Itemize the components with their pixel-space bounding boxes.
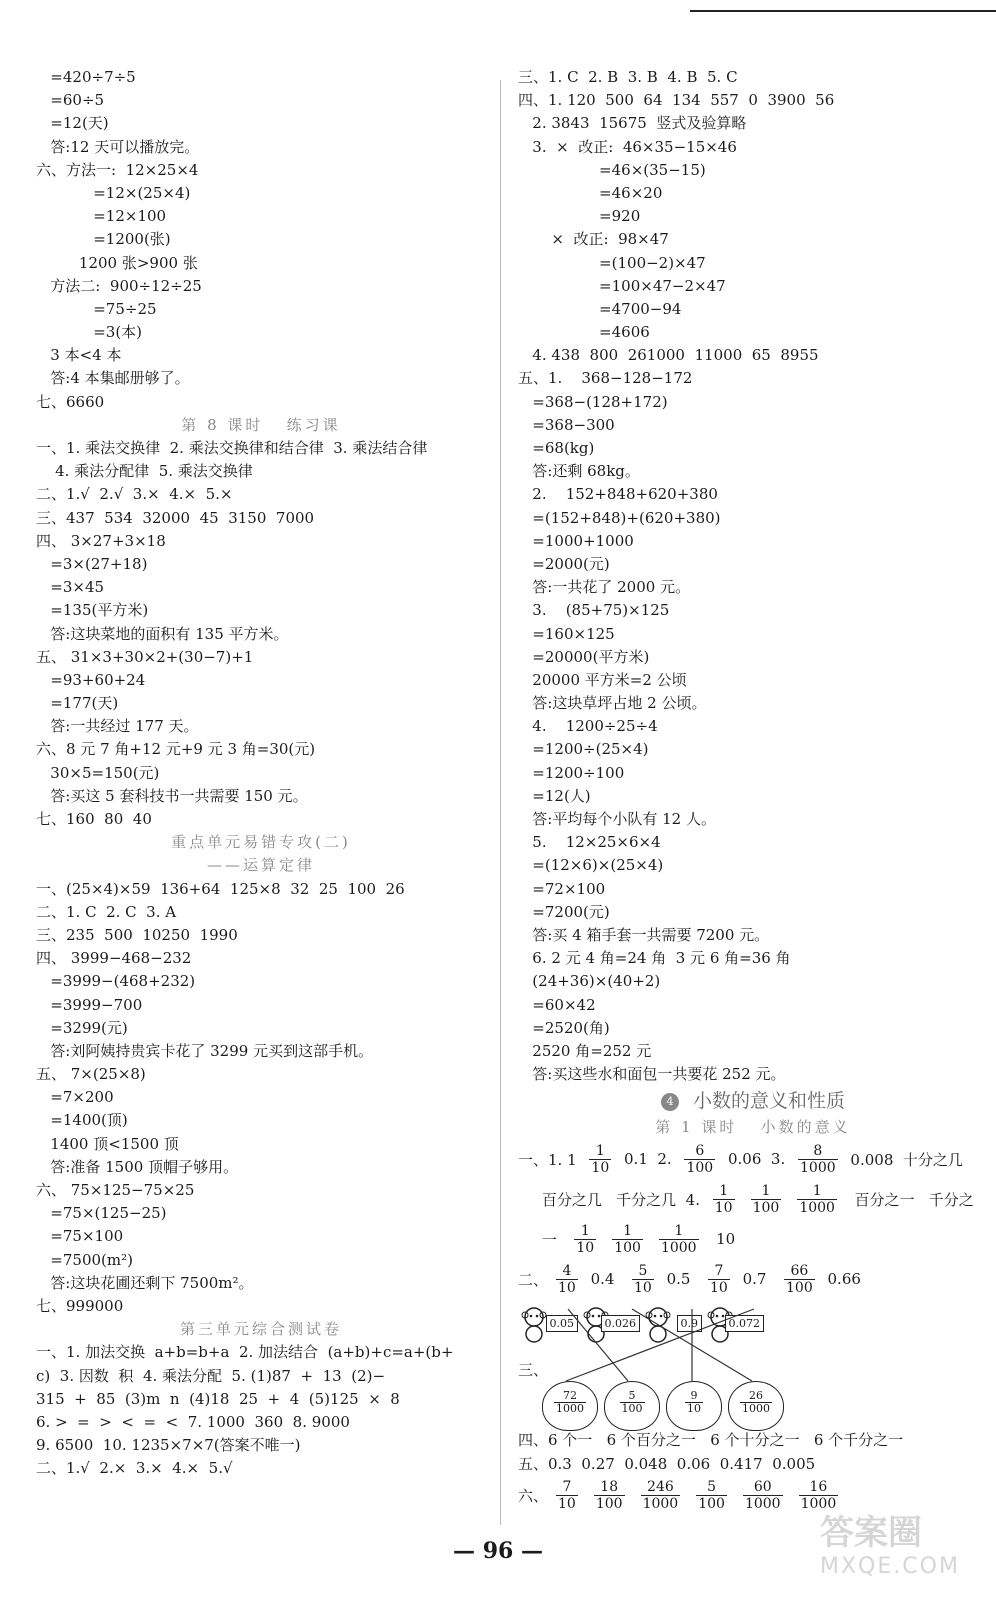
answer-line: =12×100	[36, 207, 167, 226]
answer-line: =3(本)	[36, 323, 143, 342]
answer-line: 答:平均每个小队有 12 人。	[518, 810, 716, 828]
answer-line: 答:这块花圃还剩下 7500m²。	[36, 1273, 254, 1292]
fraction-row	[518, 1259, 988, 1299]
denominator: 1000	[660, 1239, 697, 1256]
answer-line: × 改正: 98×47	[518, 230, 669, 249]
fraction	[740, 1390, 772, 1415]
answer-line: =68(kg)	[518, 439, 595, 457]
answer-line: =3×(27+18)	[36, 554, 148, 573]
denominator: 100	[614, 1239, 641, 1256]
denominator: 10	[710, 1279, 728, 1296]
denominator: 100	[686, 1159, 714, 1176]
answer-line: 答:一共经过 177 天。	[36, 717, 199, 736]
answer-text: 0.008 十分之几	[845, 1150, 963, 1169]
answer-line: =4606	[518, 323, 650, 342]
answer-line: 4. 1200÷25÷4	[518, 717, 658, 736]
fraction	[632, 1263, 654, 1296]
answer-text: 六、	[518, 1487, 549, 1506]
denominator: 10	[714, 1199, 733, 1216]
answer-line: 三、437 534 32000 45 3150 7000	[36, 508, 315, 527]
answer-line: =1200÷(25×4)	[518, 740, 649, 759]
answer-line: =3999−700	[36, 995, 143, 1014]
answer-line: 答:一共花了 2000 元。	[518, 578, 691, 597]
answer-line: 4. 乘法分配律 5. 乘法交换律	[36, 462, 253, 481]
fraction	[554, 1390, 586, 1415]
answer-text: 一	[518, 1230, 567, 1249]
answer-line: 2. 3843 15675 竖式及验算略	[518, 114, 747, 133]
denominator: 1000	[799, 1199, 835, 1216]
numerator: 4	[556, 1263, 578, 1280]
answer-line: =(152+848)+(620+380)	[518, 508, 721, 527]
answer-line: 3 本<4 本	[36, 346, 122, 365]
denominator: 1000	[800, 1159, 836, 1176]
answer-line: =1200÷100	[518, 763, 625, 782]
pear-card	[604, 1381, 660, 1431]
answer-line: =135(平方米)	[36, 601, 149, 620]
answer-line: =72×100	[518, 879, 606, 898]
fraction	[620, 1390, 645, 1415]
answer-line: 七、6660	[36, 392, 105, 411]
answer-line: =60÷5	[36, 91, 105, 110]
answer-line: 9. 6500 10. 1235×7×7(答案不唯一)	[36, 1436, 301, 1455]
section-header: ——运算定律	[206, 856, 315, 875]
answer-text: 0.4	[585, 1270, 625, 1289]
fraction-row	[518, 1139, 988, 1179]
answer-line: =1200(张)	[36, 230, 171, 249]
answer-text: 二、	[518, 1270, 549, 1289]
denominator: 1000	[742, 1402, 770, 1416]
fraction-row	[518, 1219, 988, 1259]
answer-line: 五、 31×3+30×2+(30−7)+1	[36, 647, 254, 666]
answer-line: =368−300	[518, 415, 615, 434]
fraction	[685, 1390, 703, 1415]
right-column-lines	[518, 66, 988, 1086]
answer-line: =100×47−2×47	[518, 276, 726, 295]
answer-line: =3299(元)	[36, 1018, 128, 1037]
answer-line: 2520 角=252 元	[518, 1041, 652, 1060]
fraction	[784, 1263, 815, 1296]
answer-line: =160×125	[518, 624, 615, 643]
fraction-answers	[518, 1139, 988, 1299]
section-header: 第 8 课时 练习课	[181, 415, 341, 434]
numerator: 66	[784, 1263, 815, 1280]
fraction	[556, 1479, 578, 1512]
answer-line: 1400 顶<1500 顶	[36, 1134, 179, 1153]
answer-line: 答:还剩 68kg。	[518, 462, 640, 481]
answer-line: =12(天)	[36, 114, 109, 133]
answer-line: 答:买这些水和面包一共要花 252 元。	[518, 1065, 786, 1084]
numerator: 7	[708, 1263, 730, 1280]
answer-line: 五、1. 368−128−172	[518, 369, 693, 388]
answer-line: =75÷25	[36, 299, 157, 318]
section-three-label: 三、	[518, 1361, 549, 1380]
answer-line: 方法二: 900÷12÷25	[36, 276, 202, 295]
decimal-card: 0.072	[725, 1315, 765, 1332]
numerator: 1	[574, 1223, 596, 1240]
answer-line: 二、1.√ 2.√ 3.× 4.× 5.×	[36, 485, 233, 504]
answer-line: 3. (85+75)×125	[518, 601, 670, 620]
fraction	[574, 1223, 596, 1256]
answer-line: =(100−2)×47	[518, 253, 706, 272]
answer-line: (24+36)×(40+2)	[518, 972, 661, 991]
answer-text: 0.06 3.	[723, 1150, 791, 1169]
numerator: 16	[799, 1479, 839, 1496]
pear-cards	[518, 1359, 988, 1429]
answer-line: =2520(角)	[518, 1018, 610, 1037]
answer-text: 0.1 2.	[619, 1150, 677, 1169]
section-header: 第三单元综合测试卷	[179, 1320, 342, 1339]
denominator: 1000	[744, 1496, 781, 1513]
numerator: 5	[632, 1263, 654, 1280]
unit-title-text: 小数的意义和性质	[692, 1090, 845, 1113]
numerator: 1	[713, 1183, 735, 1200]
numerator: 5	[696, 1479, 727, 1496]
answer-line: 六、8 元 7 角+12 元+9 元 3 角=30(元)	[36, 740, 316, 759]
denominator: 10	[558, 1279, 576, 1296]
numerator: 1	[612, 1223, 643, 1240]
denominator: 10	[558, 1496, 576, 1513]
left-column	[36, 66, 486, 1480]
numerator: 18	[594, 1479, 625, 1496]
answer-line: =75×(125−25)	[36, 1204, 167, 1223]
answer-line: 答:这块菜地的面积有 135 平方米。	[36, 624, 289, 643]
column-divider	[500, 80, 501, 1525]
fraction	[696, 1479, 727, 1512]
answer-line: =4700−94	[518, 299, 682, 318]
answer-line: =75×100	[36, 1227, 124, 1246]
answer-line: =7500(m²)	[36, 1250, 133, 1269]
denominator: 10	[576, 1239, 595, 1256]
answer-line: 一、1. 乘法交换律 2. 乘法交换律和结合律 3. 乘法结合律	[36, 439, 428, 457]
answer-line: 答:这块草坪占地 2 公顷。	[518, 694, 707, 713]
answer-line: 4. 438 800 261000 11000 65 8955	[518, 346, 819, 365]
denominator: 100	[621, 1402, 643, 1416]
answer-line: 六、 75×125−75×25	[36, 1181, 195, 1199]
answer-text: 百分之几 千分之几 4.	[518, 1190, 705, 1209]
answer-line: 五、 7×(25×8)	[36, 1065, 146, 1084]
answer-line: 315 + 85 (3)m n (4)18 25 + 4 (5)125 × 8	[36, 1389, 400, 1408]
unit-title	[518, 1086, 988, 1116]
answer-line: 四、 3999−468−232	[36, 949, 192, 968]
fraction	[589, 1143, 611, 1176]
denominator: 1000	[642, 1496, 679, 1513]
numerator: 1	[751, 1183, 782, 1200]
answer-line: 三、235 500 10250 1990	[36, 925, 238, 944]
denominator: 100	[752, 1199, 780, 1216]
answer-line: =93+60+24	[36, 670, 146, 689]
answer-text: 0.7	[737, 1270, 777, 1289]
answer-text: 一、1. 1	[518, 1150, 582, 1169]
answer-line: 2. 152+848+620+380	[518, 485, 718, 504]
answer-line: =12×(25×4)	[36, 183, 191, 202]
answer-line: 6. > = > < = < 7. 1000 360 8. 9000	[36, 1412, 350, 1431]
answer-line: 答:刘阿姨持贵宾卡花了 3299 元买到这部手机。	[36, 1041, 374, 1060]
answer-line: 30×5=150(元)	[36, 763, 160, 782]
answer-line: 五、0.3 0.27 0.048 0.06 0.417 0.005	[518, 1454, 816, 1473]
answer-line: 答:12 天可以播放完。	[36, 137, 200, 156]
numerator: 8	[798, 1143, 838, 1160]
page-number: — 96 —	[453, 1538, 543, 1564]
answer-line: 6. 2 元 4 角=24 角 3 元 6 角=36 角	[518, 949, 791, 968]
fraction	[659, 1223, 699, 1256]
answer-line: =46×20	[518, 183, 663, 202]
answer-line: 四、6 个一 6 个百分之一 6 个十分之一 6 个千分之一	[518, 1431, 904, 1450]
answer-text: 10	[706, 1230, 736, 1249]
answer-line: 四、1. 120 500 64 134 557 0 3900 56	[518, 91, 835, 110]
answer-line: =7×200	[36, 1088, 114, 1107]
answer-line: 三、1. C 2. B 3. B 4. B 5. C	[518, 68, 738, 86]
section-header: 重点单元易错专攻(二)	[171, 833, 351, 852]
numerator: 1	[589, 1143, 611, 1160]
answer-line: =3×45	[36, 578, 105, 597]
answer-line: =1000+1000	[518, 531, 634, 550]
answer-line: =2000(元)	[518, 554, 610, 573]
denominator: 10	[591, 1159, 610, 1176]
numerator: 7	[556, 1479, 578, 1496]
decimal-card: 0.05	[546, 1315, 579, 1332]
denominator: 100	[698, 1496, 725, 1513]
decimal-card: 0.026	[601, 1315, 641, 1332]
answer-line: 七、160 80 40	[36, 810, 152, 828]
tail-lines	[518, 1429, 988, 1475]
answer-line: 答:买这 5 套科技书一共需要 150 元。	[36, 786, 308, 805]
answer-line: 答:4 本集邮册够了。	[36, 369, 190, 388]
denominator: 100	[595, 1496, 623, 1513]
answer-line: 二、1. C 2. C 3. A	[36, 902, 177, 921]
fraction	[556, 1263, 578, 1296]
denominator: 10	[687, 1402, 701, 1416]
answer-line: 答:准备 1500 顶帽子够用。	[36, 1157, 239, 1176]
lesson-header: 第 1 课时 小数的意义	[655, 1118, 851, 1137]
numerator: 246	[641, 1479, 681, 1496]
answer-line: =60×42	[518, 995, 596, 1014]
fraction	[594, 1479, 625, 1512]
matching-lines	[518, 1299, 818, 1369]
answer-line: 20000 平方米=2 公顷	[518, 670, 687, 689]
pear-card	[666, 1381, 722, 1431]
numerator: 26	[740, 1390, 772, 1403]
answer-line: =12(人)	[518, 786, 591, 805]
pear-card	[542, 1381, 598, 1431]
answer-line: =368−(128+172)	[518, 392, 668, 411]
answer-text: 0.5	[661, 1270, 701, 1289]
numerator: 1	[659, 1223, 699, 1240]
denominator: 1000	[800, 1496, 837, 1513]
denominator: 10	[634, 1279, 652, 1296]
fraction-row	[518, 1179, 988, 1219]
numerator: 1	[797, 1183, 837, 1200]
numerator: 5	[620, 1390, 645, 1403]
answer-line: =177(天)	[36, 694, 119, 713]
fraction	[797, 1183, 837, 1216]
right-column	[518, 66, 988, 1516]
answer-text: 百分之一 千分之	[844, 1190, 974, 1209]
answer-line: =420÷7÷5	[36, 68, 136, 86]
top-rule	[690, 10, 996, 12]
decimal-card: 0.9	[677, 1315, 703, 1332]
fraction	[708, 1263, 730, 1296]
watermark-logo: 答案圈 MXQE.COM	[820, 1513, 960, 1579]
answer-line: 四、 3×27+3×18	[36, 531, 166, 550]
unit-number-icon: 4	[661, 1093, 679, 1111]
fraction	[743, 1479, 783, 1512]
answer-text: 0.66	[822, 1270, 861, 1289]
answer-line: 七、999000	[36, 1296, 124, 1315]
answer-line: =(12×6)×(25×4)	[518, 856, 664, 875]
answer-line: =7200(元)	[518, 902, 610, 921]
answer-line: 答:买 4 箱手套一共需要 7200 元。	[518, 925, 770, 944]
denominator: 100	[786, 1279, 813, 1296]
fraction	[798, 1143, 838, 1176]
numerator: 72	[554, 1390, 586, 1403]
answer-line: =1400(顶)	[36, 1111, 128, 1130]
numerator: 60	[743, 1479, 783, 1496]
pear-card	[728, 1381, 784, 1431]
answer-line: 3. × 改正: 46×35−15×46	[518, 137, 737, 156]
numerator: 9	[685, 1390, 703, 1403]
fraction	[641, 1479, 681, 1512]
answer-line: 二、1.√ 2.× 3.× 4.× 5.√	[36, 1459, 233, 1478]
answer-line: 一、(25×4)×59 136+64 125×8 32 25 100 26	[36, 879, 405, 898]
answer-line: =3999−(468+232)	[36, 972, 196, 991]
answer-line: =46×(35−15)	[518, 160, 706, 179]
fraction	[751, 1183, 782, 1216]
answer-line: =920	[518, 207, 641, 226]
answer-line: 1200 张>900 张	[36, 253, 198, 272]
answer-line: c) 3. 因数 积 4. 乘法分配 5. (1)87 + 13 (2)−	[36, 1366, 386, 1385]
numerator: 6	[684, 1143, 715, 1160]
answer-line: 六、方法一: 12×25×4	[36, 160, 199, 179]
answer-line: 一、1. 加法交换 a+b=b+a 2. 加法结合 (a+b)+c=a+(b+	[36, 1343, 454, 1362]
answer-line: =20000(平方米)	[518, 647, 650, 666]
fraction	[684, 1143, 715, 1176]
denominator: 1000	[556, 1402, 584, 1416]
fraction	[713, 1183, 735, 1216]
fraction	[612, 1223, 643, 1256]
answer-line: 5. 12×25×6×4	[518, 833, 661, 852]
